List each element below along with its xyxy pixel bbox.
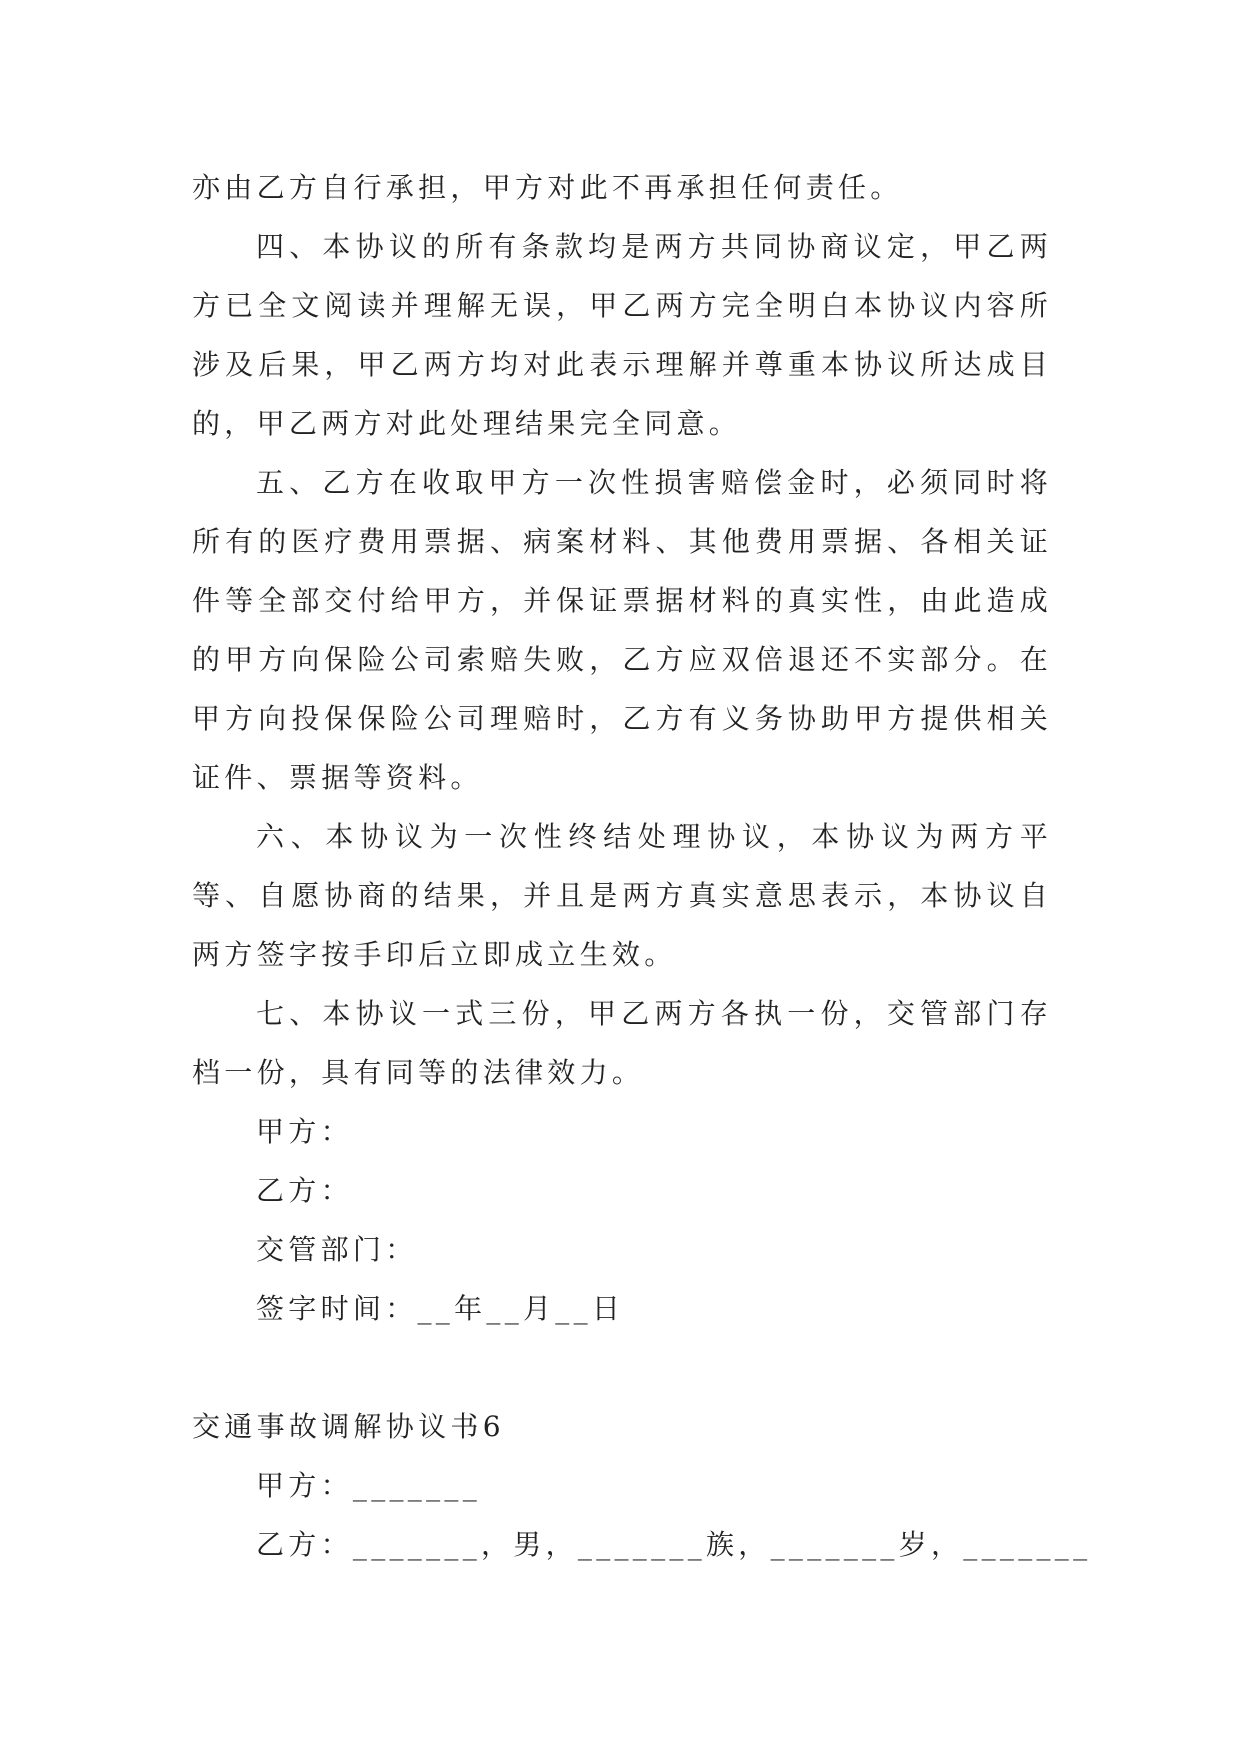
document-page [192,158,1092,1574]
clause-6: 六、本协议为一次性终结处理协议，本协议为两方平等、自愿协商的结果，并且是两方真实意思表示，本协议自两方签字按手印后立即成立生效。 [192,820,1052,971]
sign-time: 签字时间：__年__月__日 [256,1292,625,1325]
section-title: 交通事故调解协议书6 [192,1410,505,1443]
section-party-a: 甲方：_______ [256,1469,482,1502]
clause-4: 四、本协议的所有条款均是两方共同协商议定，甲乙两方已全文阅读并理解无误，甲乙两方完全明白本协议内容所涉及后果，甲乙两方均对此表示理解并尊重本协议所达成目的，甲乙两方对此处理结果完全同意。 [192,230,1052,440]
party-a-signature: 甲方： [256,1115,353,1148]
section-party-b: 乙方：_______，男，_______族，_______岁，_______ [256,1528,1092,1561]
traffic-dept-signature: 交管部门： [256,1233,418,1266]
continuation-text: 亦由乙方自行承担，甲方对此不再承担任何责任。 [192,171,903,204]
section-spacer [192,1338,1052,1397]
party-b-signature: 乙方： [256,1174,353,1207]
clause-5: 五、乙方在收取甲方一次性损害赔偿金时，必须同时将所有的医疗费用票据、病案材料、其他费用票据、各相关证件等全部交付给甲方，并保证票据材料的真实性，由此造成的甲方向保险公司索赔失败，乙方应双倍退还不实部分。在甲方向投保保险公司理赔时，乙方有义务协助甲方提供相关证件、票据等资料。 [192,466,1052,794]
clause-7: 七、本协议一式三份，甲乙两方各执一份，交管部门存档一份，具有同等的法律效力。 [192,997,1052,1089]
